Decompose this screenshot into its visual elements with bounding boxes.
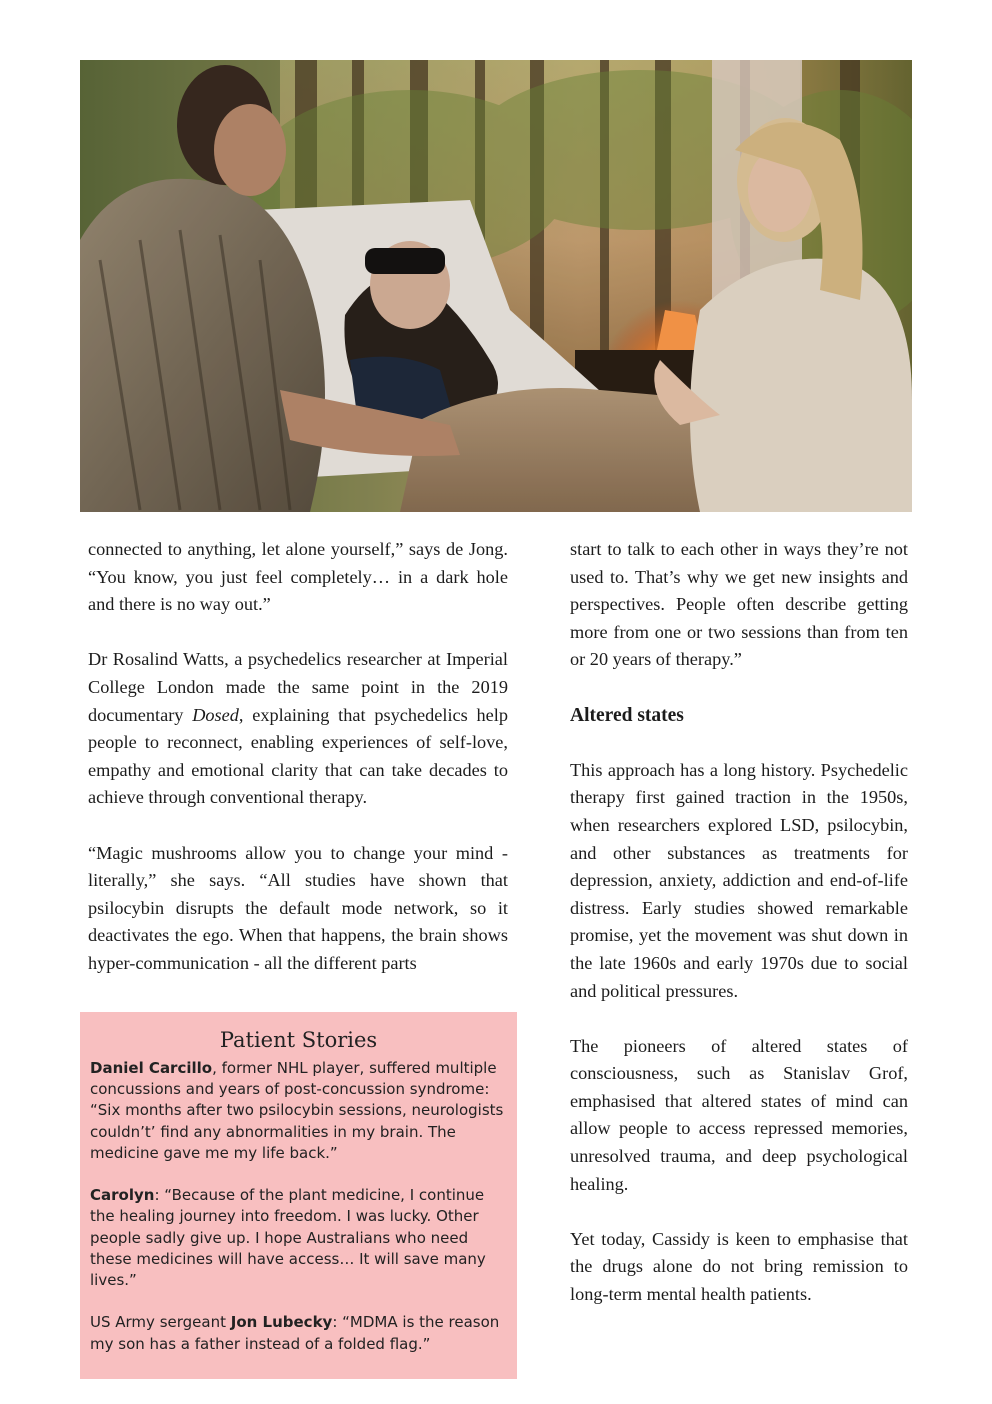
left-paragraph-2-start: Dr Rosalind Watts, a psychedelics researcher at Imperial College London made the same point in the 2019 documentary <box>88 649 508 725</box>
story-carolyn-name: Carolyn <box>90 1186 155 1205</box>
right-paragraph-1: start to talk to each other in ways they’re not used to. That’s why we get new insights and perspectives. People often describe getting more from one or two sessions than from ten or 20 years of therapy.” <box>570 539 908 670</box>
story-lubecky-name: Jon Lubecky <box>230 1313 333 1332</box>
patient-stories-title: Patient Stories <box>219 1028 378 1052</box>
right-column <box>570 536 908 1336</box>
story-carcillo-text: , former NHL player, suffered multiple concussions and years of post-concussion syndrome: “Six months after two psilocybin sessions, neurologists couldn’t’ find any abnormalities in my brain. The medicine gave me my life back.” <box>90 1059 504 1162</box>
story-lubecky-prefix: US Army sergeant <box>90 1313 231 1332</box>
story-carolyn-text: : “Because of the plant medicine, I continue the healing journey into freedom. I was lucky. Other people sadly give up. I hope Australians who need these medicines will have access… It will save many lives.” <box>90 1186 486 1290</box>
story-carcillo-name: Daniel Carcillo <box>90 1059 213 1077</box>
left-column <box>88 536 508 1005</box>
hero-photo <box>80 60 912 512</box>
story-lubecky <box>90 1312 507 1354</box>
left-paragraph-1: connected to anything, let alone yourself,” says de Jong. “You know, you just feel completely… in a dark hole and there is no way out.” <box>88 539 508 615</box>
story-carcillo <box>90 1058 507 1164</box>
story-lubecky-text: : “MDMA is the reason my son has a father instead of a folded flag.” <box>90 1313 500 1353</box>
left-paragraph-2 <box>88 646 508 812</box>
left-paragraph-2-end: , explaining that psychedelics help people to reconnect, enabling experiences of self-love, empathy and emotional clarity that can take decades to achieve through conventional therapy. <box>88 704 508 808</box>
right-paragraph-4: Yet today, Cassidy is keen to emphasise that the drugs alone do not bring remission to long-term mental health patients. <box>570 1228 908 1305</box>
right-paragraph-2: This approach has a long history. Psychedelic therapy first gained traction in the 1950s, when researchers explored LSD, psilocybin, and other substances as treatments for depression, anxiety, addiction and end-of-life distress. Early studies showed remarkable promise, yet the movement was shut down in the late 1960s and early 1970s due to social and political pressures. <box>570 759 908 1001</box>
documentary-title: Dosed <box>192 704 239 725</box>
patient-stories-box <box>80 1012 517 1379</box>
left-paragraph-3: “Magic mushrooms allow you to change your mind - literally,” she says. “All studies have shown that psilocybin disrupts the default mode network, so it deactivates the ego. When that happens, the brain shows hyper-communication - all the different parts <box>88 842 508 973</box>
right-paragraph-3: The pioneers of altered states of consciousness, such as Stanislav Grof, emphasised that altered states of mind can allow people to access repressed memories, unresolved trauma, and deep psychological healing. <box>570 1035 908 1194</box>
section-heading: Altered states <box>570 704 684 726</box>
story-carolyn <box>90 1185 507 1291</box>
